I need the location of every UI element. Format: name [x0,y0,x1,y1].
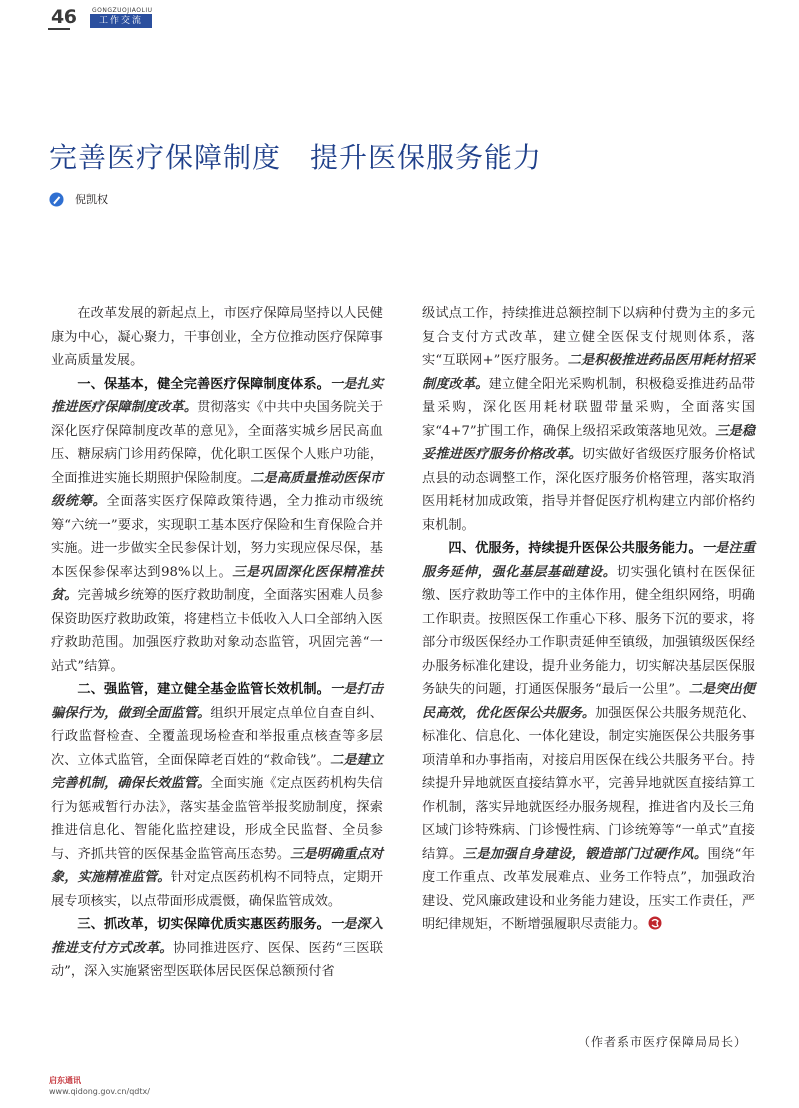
section-1-paragraph [51,373,383,679]
section-4-text-2: 加强医保公共服务规范化、标准化、信息化、一体化建设，制定实施医保公共服务事项清单和办事指南，对接启用医保在线公共服务平台。持续提升异地就医直接结算水平，完善异地就医直接结算工作机制，落实异地就医经办服务规程，推进省内及长三角区域门诊特殊病、门诊慢性病、门诊统筹等“一单式”直接结算。 [422,705,756,862]
section-pinyin: GONGZUOJIAOLIU [92,7,153,14]
article-column-right [422,302,755,937]
section-3-point-1: 一是深入推进支付方式改革。 [51,917,384,956]
section-1-point-3: 三是巩固深化医保精准扶贫。 [51,564,384,603]
section-4-paragraph [422,537,755,937]
section-1-point-2: 二是高质量推动医保市级统筹。 [51,470,384,509]
section-tag: 工作交流 [90,14,152,28]
section-2-point-1: 一是打击骗保行为，做到全面监管。 [51,682,384,721]
section-1-point-1: 一是扎实推进医疗保障制度改革。 [51,376,384,415]
section-3-text-1: 协同推进医疗、医保、医药“三医联动”，深入实施紧密型医联体居民医保总额预付省 [51,940,383,979]
author-name: 倪凯权 [75,193,108,206]
page-number: 46 [51,6,77,28]
section-4-heading: 四、优服务，持续提升医保公共服务能力。 [448,541,702,556]
section-2-point-2: 二是建立完善机制，确保长效监管。 [51,752,384,791]
page-number-rule [48,28,70,30]
pen-icon [49,192,64,207]
section-4-text-1: 切实强化镇村在医保征缴、医疗救助等工作中的主体作用，健全组织网络，明确工作职责。按照医保工作重心下移、服务下沉的要求，将部分市级医保经办工作职责延伸至镇级，加强镇级医保经办服务标准化建设，提升业务能力，切实解决基层医保服务缺失的问题，打通医保服务“最后一公里”。 [422,564,756,697]
section-3-paragraph-continued [422,302,755,537]
section-1-text-2: 全面落实医疗保障政策待遇，全力推动市级统筹“六统一”要求，实现职工基本医疗保险和生育保险合并实施。进一步做实全民参保计划，努力实现应保尽保，基本医保参保率达到98%以上。 [51,494,384,580]
footer-brand: 启东通讯 [49,1075,81,1085]
section-3-text-1-cont: 级试点工作，持续推进总额控制下以病种付费为主的多元复合支付方式改革，建立健全医保支付规则体系，落实“互联网+”医疗服务。 [422,306,755,368]
section-2-text-2: 全面实施《定点医药机构失信行为惩戒暂行办法》，落实基金监管举报奖励制度，探索推进信息化、智能化监控建设，形成全民监督、全员参与、齐抓共管的医保基金监管高压态势。 [51,776,383,862]
section-4-text-3: 围绕“年度工作重点、改革发展难点、业务工作特点”，加强政治建设、党风廉政建设和业务能力建设，压实工作责任，严明纪律规矩，不断增强履职尽责能力。 [422,846,755,932]
section-3-point-3: 三是稳妥推进医疗服务价格改革。 [422,423,756,462]
intro-paragraph [51,302,383,373]
section-3-paragraph [51,913,383,984]
section-4-point-3: 三是加强自身建设，锻造部门过硬作风。 [462,846,708,862]
section-3-heading: 三、抓改革，切实保障优质实惠医药服务。 [77,917,330,932]
section-3-point-2: 二是积极推进药品医用耗材招采制度改革。 [422,353,755,392]
section-2-text-3: 针对定点医药机构不同特点，定期开展专项核实，以点带面形成震慑，确保监管成效。 [51,870,384,909]
section-2-heading: 二、强监管，建立健全基金监管长效机制。 [77,682,330,697]
section-1-text-3: 完善城乡统筹的医疗救助制度，全面落实困难人员参保资助医疗救助政策，将建档立卡低收入人口全部纳入医疗救助范围。加强医疗救助对象动态监管，巩固完善“一站式”结算。 [51,588,384,674]
section-2-point-3: 三是明确重点对象，实施精准监管。 [51,846,383,885]
section-3-text-3: 切实做好省级医疗服务价格试点县的动态调整工作，深化医疗服务价格管理，落实取消医用耗材加成政策，指导并督促医疗机构建立内部价格约束机制。 [422,447,755,533]
footer-url[interactable]: www.qidong.gov.cn/qdtx/ [49,1087,150,1096]
section-3-text-2: 建立健全阳光采购机制，积极稳妥推进药品带量采购，深化医用耗材联盟带量采购，全面落实国家“4+7”扩围工作，确保上级招采政策落地见效。 [422,376,756,439]
section-4-point-2: 二是突出便民高效，优化医保公共服务。 [422,682,755,721]
section-1-text-1: 贯彻落实《中共中央国务院关于深化医疗保障制度改革的意见》，全面落实城乡居民高血压、糖尿病门诊用药保障，优化职工医保个人账户功能，全面推进实施长期照护保险制度。 [51,400,384,486]
author-note: （作者系市医疗保障局局长） [578,1035,748,1049]
article-column-left [51,302,383,984]
end-mark-icon [648,916,662,930]
article-title: 完善医疗保障制度 提升医保服务能力 [49,141,543,174]
section-4-point-1: 一是注重服务延伸，强化基层基础建设。 [422,541,756,580]
intro-text: 在改革发展的新起点上，市医疗保障局坚持以人民健康为中心，凝心聚力，干事创业，全方位推动医疗保障事业高质量发展。 [51,306,383,368]
byline [49,190,108,208]
section-2-text-1: 组织开展定点单位自查自纠、行政监督检查、全覆盖现场检查和举报重点核查等多层次、立体式监管，全面保障老百姓的“救命钱”。 [51,705,383,768]
section-1-heading: 一、保基本，健全完善医疗保障制度体系。 [77,376,330,392]
section-2-paragraph [51,678,383,913]
